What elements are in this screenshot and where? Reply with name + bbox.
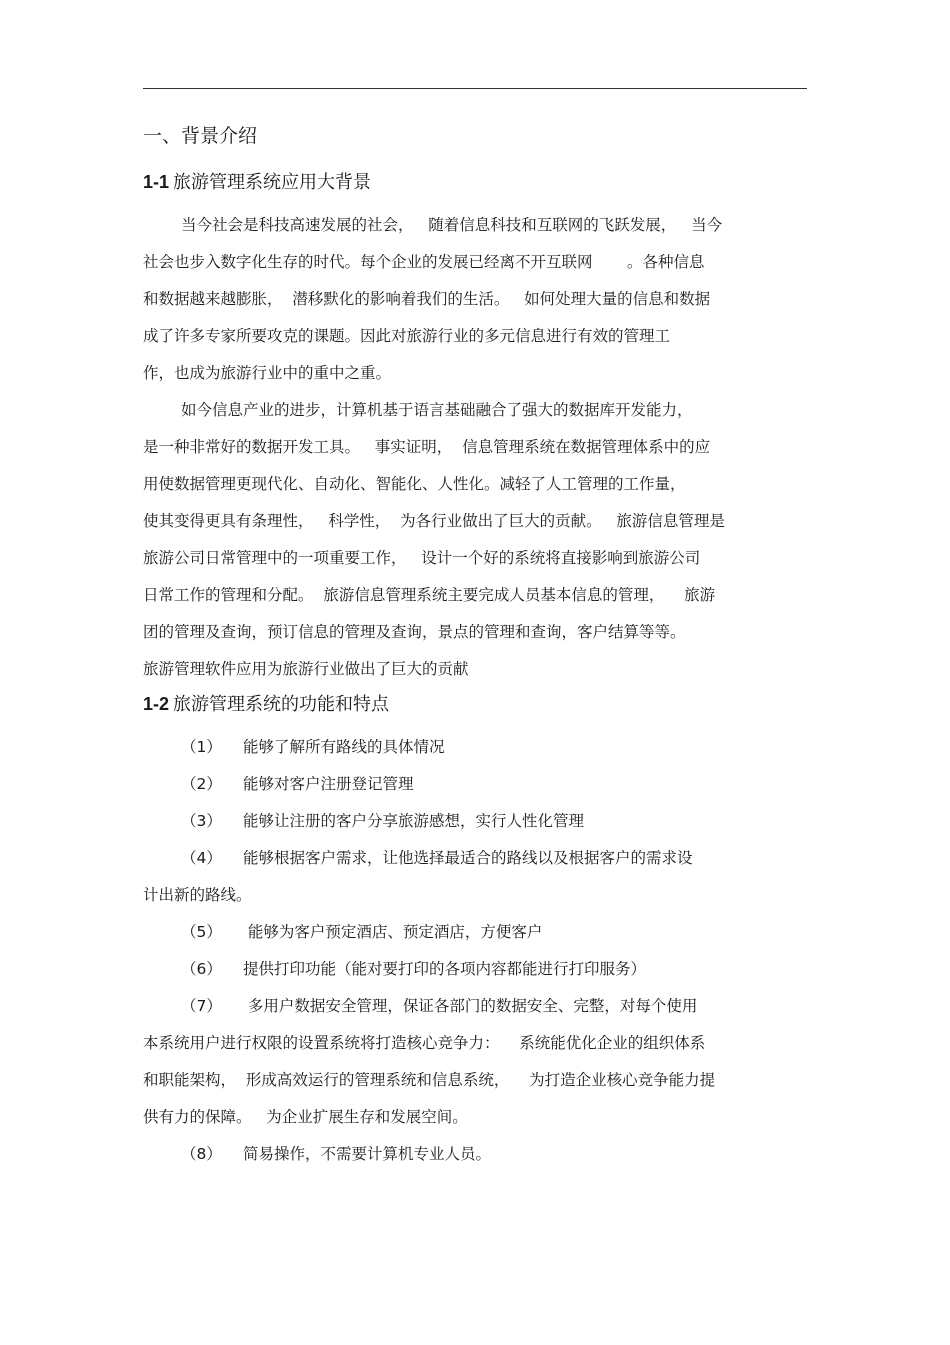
item-number: （4） bbox=[181, 849, 222, 867]
paragraph-line: 旅游管理软件应用为旅游行业做出了巨大的贡献 bbox=[143, 660, 469, 678]
item-number: （5） bbox=[181, 923, 222, 941]
item-number: （2） bbox=[181, 775, 222, 793]
item-text: 能够根据客户需求，让他选择最适合的路线以及根据客户的需求设 bbox=[243, 849, 693, 867]
list-item bbox=[143, 840, 813, 877]
item-text: 能够对客户注册登记管理 bbox=[243, 775, 414, 793]
list-item bbox=[143, 914, 813, 951]
item-number: （3） bbox=[181, 812, 222, 830]
item-number: （8） bbox=[181, 1145, 222, 1163]
paragraph-line: 成了许多专家所要攻克的课题。因此对旅游行业的多元信息进行有效的管理工 bbox=[143, 327, 671, 345]
section-number: 1-1 bbox=[143, 172, 170, 192]
paragraph-line: 作，也成为旅游行业中的重中之重。 bbox=[143, 364, 392, 382]
list-item bbox=[143, 1136, 813, 1173]
paragraph-2 bbox=[143, 392, 813, 688]
list-item bbox=[143, 988, 813, 1025]
list-item-continuation: 计出新的路线。 bbox=[143, 886, 252, 904]
item-text: 能够了解所有路线的具体情况 bbox=[243, 738, 445, 756]
item-number: （6） bbox=[181, 960, 222, 978]
list-item bbox=[143, 803, 813, 840]
list-item-continuation: 和职能架构， 形成高效运行的管理系统和信息系统， 为打造企业核心竞争能力提 bbox=[143, 1071, 716, 1089]
section-1-2-heading bbox=[143, 690, 813, 719]
paragraph-line: 使其变得更具有条理性， 科学性， 为各行业做出了巨大的贡献。 旅游信息管理是 bbox=[143, 512, 725, 530]
paragraph-line: 是一种非常好的数据开发工具。 事实证明， 信息管理系统在数据管理体系中的应 bbox=[143, 438, 711, 456]
paragraph-line: 社会也步入数字化生存的时代。每个企业的发展已经离不开互联网 。各种信息 bbox=[143, 253, 705, 271]
feature-list bbox=[143, 729, 813, 1173]
item-number: （7） bbox=[181, 997, 222, 1015]
item-text: 多用户数据安全管理，保证各部门的数据安全、完整，对每个使用 bbox=[243, 997, 698, 1015]
list-item-continuation: 本系统用户进行权限的设置系统将打造核心竞争力： 系统能优化企业的组织体系 bbox=[143, 1034, 706, 1052]
paragraph-line: 当今社会是科技高速发展的社会， 随着信息科技和互联网的飞跃发展， 当今 bbox=[181, 216, 723, 234]
header-rule bbox=[143, 88, 807, 89]
section-title: 旅游管理系统应用大背景 bbox=[173, 172, 372, 193]
paragraph-line: 如今信息产业的进步，计算机基于语言基础融合了强大的数据库开发能力， bbox=[181, 401, 693, 419]
list-item bbox=[143, 729, 813, 766]
heading-background: 一、背景介绍 bbox=[143, 125, 258, 147]
list-item-continuation: 供有力的保障。 为企业扩展生存和发展空间。 bbox=[143, 1108, 468, 1126]
paragraph-line: 团的管理及查询，预订信息的管理及查询，景点的管理和查询，客户结算等等。 bbox=[143, 623, 686, 641]
section-1-1-heading bbox=[143, 168, 813, 197]
document-body bbox=[143, 122, 813, 1173]
item-text: 能够为客户预定酒店、预定酒店，方便客户 bbox=[243, 923, 543, 941]
section-title: 旅游管理系统的功能和特点 bbox=[173, 694, 390, 715]
item-text: 提供打印功能（能对要打印的各项内容都能进行打印服务） bbox=[243, 960, 647, 978]
paragraph-line: 和数据越来越膨胀， 潜移默化的影响着我们的生活。 如何处理大量的信息和数据 bbox=[143, 290, 711, 308]
item-text: 能够让注册的客户分享旅游感想，实行人性化管理 bbox=[243, 812, 585, 830]
item-text: 简易操作，不需要计算机专业人员。 bbox=[243, 1145, 492, 1163]
paragraph-1 bbox=[143, 207, 813, 392]
section-number: 1-2 bbox=[143, 694, 170, 714]
paragraph-line: 用使数据管理更现代化、自动化、智能化、人性化。减轻了人工管理的工作量， bbox=[143, 475, 686, 493]
list-item bbox=[143, 766, 813, 803]
list-item bbox=[143, 951, 813, 988]
item-number: （1） bbox=[181, 738, 222, 756]
paragraph-line: 旅游公司日常管理中的一项重要工作， 设计一个好的系统将直接影响到旅游公司 bbox=[143, 549, 701, 567]
paragraph-line: 日常工作的管理和分配。 旅游信息管理系统主要完成人员基本信息的管理， 旅游 bbox=[143, 586, 716, 604]
